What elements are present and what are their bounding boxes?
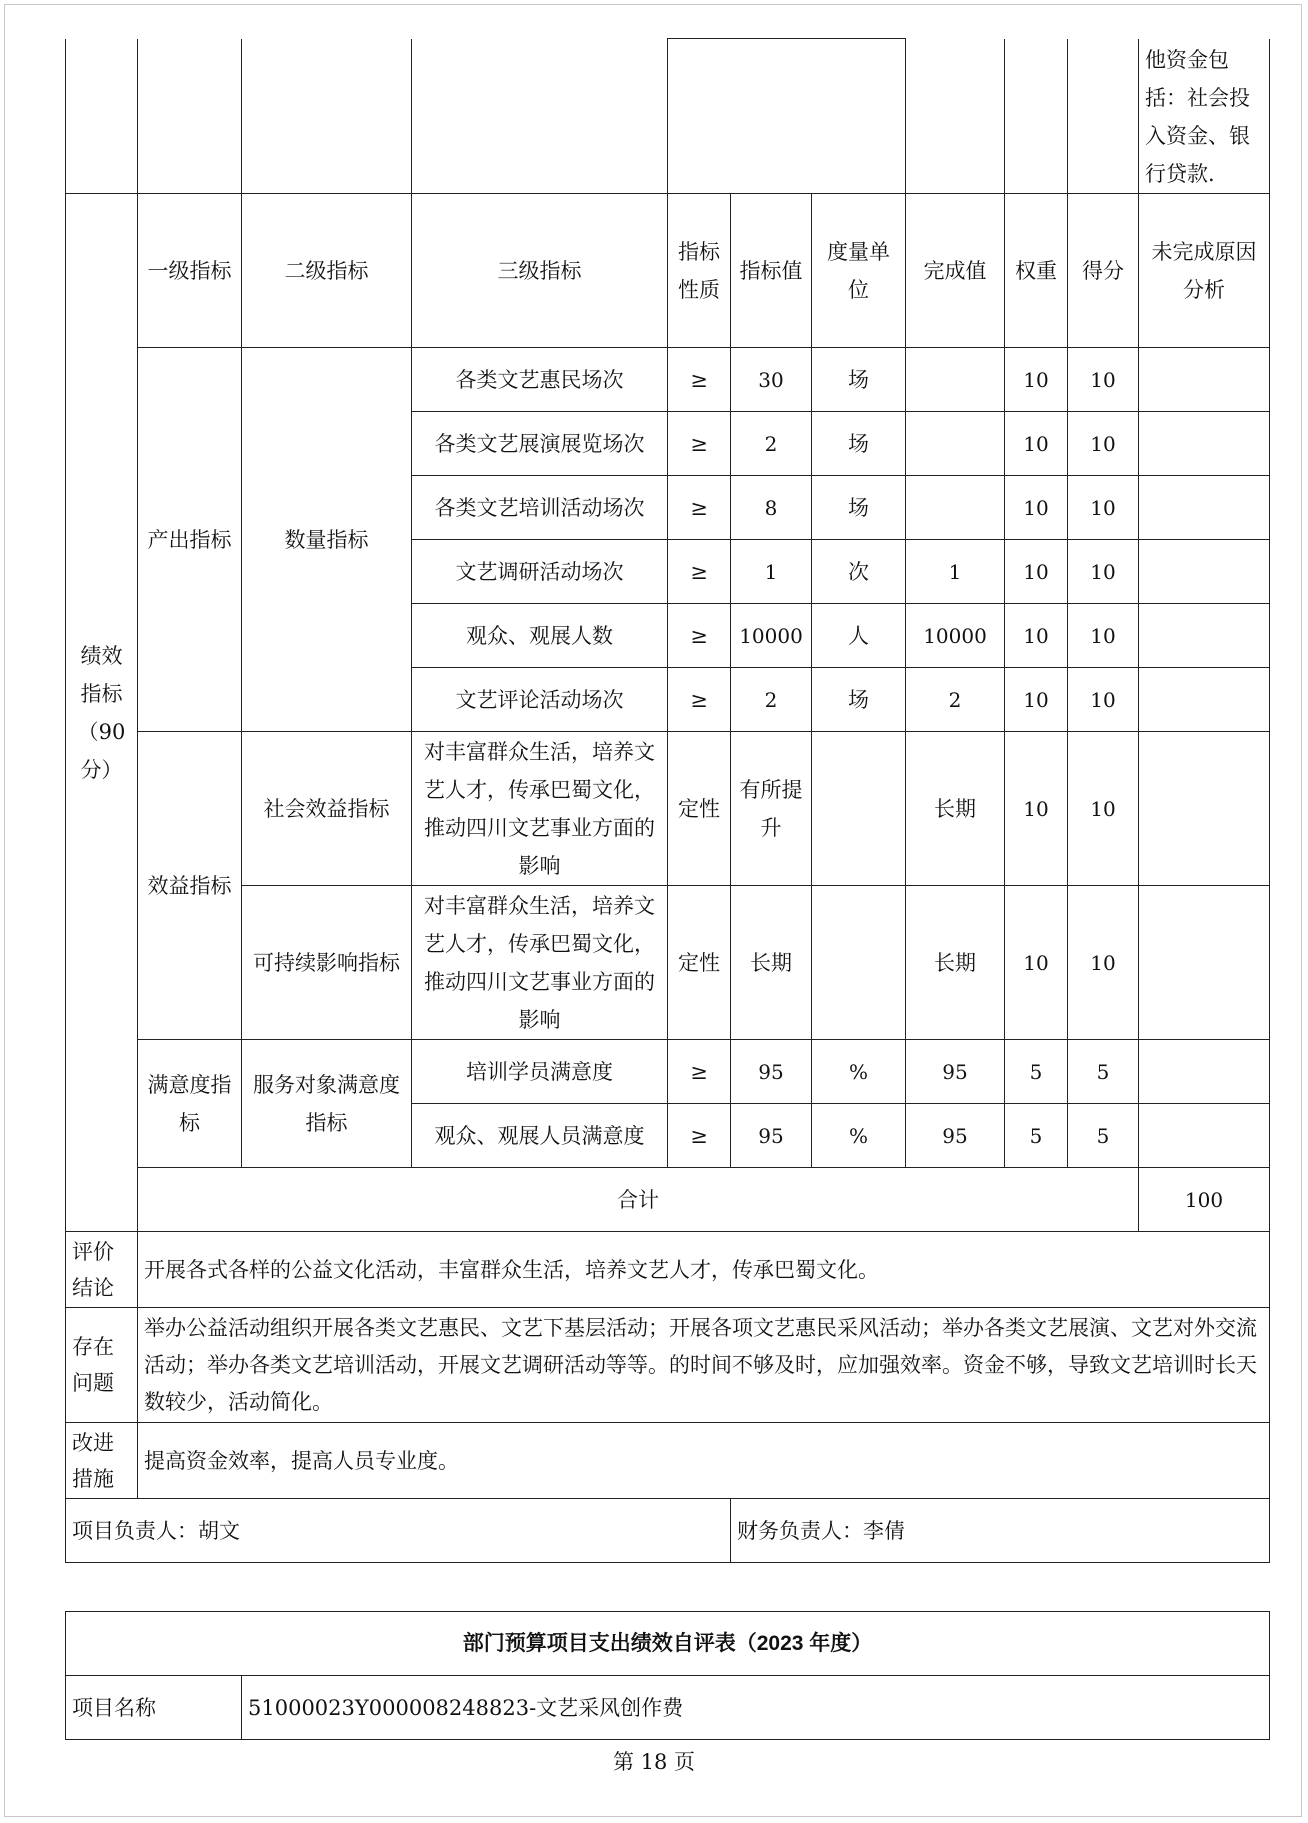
sub-social: 社会效益指标 [242, 732, 412, 886]
improve-text: 提高资金效率，提高人员专业度。 [138, 1423, 1270, 1499]
indicator-value: 95 [731, 1040, 812, 1104]
indicator-done [906, 476, 1005, 540]
group-output: 产出指标 [138, 348, 242, 732]
header-l2: 二级指标 [242, 194, 412, 348]
indicator-unit: 场 [812, 348, 906, 412]
indicator-name: 培训学员满意度 [412, 1040, 668, 1104]
indicator-name: 观众、观展人数 [412, 604, 668, 668]
indicator-unit [812, 732, 906, 886]
indicator-nature: ≥ [668, 1040, 731, 1104]
indicator-weight: 10 [1005, 604, 1068, 668]
indicator-done: 10000 [906, 604, 1005, 668]
indicator-done [906, 348, 1005, 412]
indicator-value: 2 [731, 412, 812, 476]
indicator-name: 对丰富群众生活，培养文艺人才，传承巴蜀文化，推动四川文艺事业方面的影响 [412, 886, 668, 1040]
indicator-weight: 10 [1005, 668, 1068, 732]
indicator-done [906, 412, 1005, 476]
indicator-nature: ≥ [668, 540, 731, 604]
continuation-row [66, 39, 1270, 194]
header-score: 得分 [1068, 194, 1139, 348]
indicator-unit: 场 [812, 476, 906, 540]
indicator-value: 8 [731, 476, 812, 540]
header-reason: 未完成原因分析 [1139, 194, 1270, 348]
indicator-reason [1139, 476, 1270, 540]
indicator-reason [1139, 540, 1270, 604]
header-l1: 一级指标 [138, 194, 242, 348]
total-weight: 100 [1139, 1168, 1270, 1232]
indicator-unit: 次 [812, 540, 906, 604]
sub-quantity: 数量指标 [242, 348, 412, 732]
table-row [66, 886, 1270, 1040]
funding-note: 他资金包括：社会投入资金、银行贷款. [1139, 39, 1270, 194]
performance-table [65, 38, 1270, 1563]
indicator-unit: 人 [812, 604, 906, 668]
next-table-title: 部门预算项目支出绩效自评表（2023 年度） [66, 1612, 1270, 1676]
header-value: 指标值 [731, 194, 812, 348]
indicator-weight: 5 [1005, 1040, 1068, 1104]
indicator-value: 2 [731, 668, 812, 732]
indicator-unit: 场 [812, 412, 906, 476]
signature-row [66, 1499, 1270, 1563]
group-satisfaction: 满意度指标 [138, 1040, 242, 1168]
indicator-nature: ≥ [668, 348, 731, 412]
indicator-done: 长期 [906, 732, 1005, 886]
improve-row [66, 1423, 1270, 1499]
indicator-weight: 10 [1005, 732, 1068, 886]
indicator-value: 95 [731, 1104, 812, 1168]
project-name-value: 51000023Y000008248823-文艺采风创作费 [242, 1676, 1270, 1740]
indicator-nature: 定性 [668, 732, 731, 886]
header-done: 完成值 [906, 194, 1005, 348]
indicator-name: 文艺评论活动场次 [412, 668, 668, 732]
indicator-value: 10000 [731, 604, 812, 668]
indicator-score: 10 [1068, 886, 1139, 1040]
indicator-weight: 10 [1005, 476, 1068, 540]
indicator-name: 各类文艺培训活动场次 [412, 476, 668, 540]
indicator-nature: ≥ [668, 412, 731, 476]
indicator-weight: 10 [1005, 412, 1068, 476]
indicator-done: 2 [906, 668, 1005, 732]
indicator-score: 10 [1068, 540, 1139, 604]
indicator-unit: % [812, 1040, 906, 1104]
indicator-done: 1 [906, 540, 1005, 604]
indicator-value: 30 [731, 348, 812, 412]
indicator-name: 文艺调研活动场次 [412, 540, 668, 604]
total-label: 合计 [138, 1168, 1139, 1232]
indicator-reason [1139, 886, 1270, 1040]
table-row [66, 732, 1270, 886]
indicator-value: 长期 [731, 886, 812, 1040]
indicator-weight: 10 [1005, 540, 1068, 604]
indicator-done: 长期 [906, 886, 1005, 1040]
indicator-score: 10 [1068, 668, 1139, 732]
table-row [66, 1040, 1270, 1104]
sub-service: 服务对象满意度指标 [242, 1040, 412, 1168]
project-name-label: 项目名称 [66, 1676, 242, 1740]
header-nature: 指标性质 [668, 194, 731, 348]
header-unit: 度量单位 [812, 194, 906, 348]
total-row [66, 1168, 1270, 1232]
indicator-nature: ≥ [668, 476, 731, 540]
indicator-reason [1139, 412, 1270, 476]
group-benefit: 效益指标 [138, 732, 242, 1040]
header-weight: 权重 [1005, 194, 1068, 348]
finance-lead: 财务负责人：李倩 [731, 1499, 1270, 1563]
indicator-done: 95 [906, 1040, 1005, 1104]
sub-sustain: 可持续影响指标 [242, 886, 412, 1040]
evaluation-row [66, 1232, 1270, 1308]
next-table [65, 1611, 1270, 1740]
indicator-unit [812, 886, 906, 1040]
indicator-score: 10 [1068, 476, 1139, 540]
evaluation-text: 开展各式各样的公益文化活动，丰富群众生活，培养文艺人才，传承巴蜀文化。 [138, 1232, 1270, 1308]
indicator-nature: 定性 [668, 886, 731, 1040]
indicator-name: 对丰富群众生活，培养文艺人才，传承巴蜀文化，推动四川文艺事业方面的影响 [412, 732, 668, 886]
indicator-score: 10 [1068, 604, 1139, 668]
evaluation-label: 评价结论 [66, 1232, 138, 1308]
indicator-reason [1139, 604, 1270, 668]
indicator-nature: ≥ [668, 604, 731, 668]
indicator-unit: 场 [812, 668, 906, 732]
page-number: 第 18 页 [612, 1750, 696, 1774]
header-row [66, 194, 1270, 348]
project-lead: 项目负责人：胡文 [66, 1499, 731, 1563]
indicator-reason [1139, 348, 1270, 412]
indicator-reason [1139, 732, 1270, 886]
indicator-score: 5 [1068, 1104, 1139, 1168]
problems-label: 存在问题 [66, 1308, 138, 1423]
indicator-weight: 10 [1005, 886, 1068, 1040]
indicator-unit: % [812, 1104, 906, 1168]
indicator-reason [1139, 1040, 1270, 1104]
problems-row [66, 1308, 1270, 1423]
header-l3: 三级指标 [412, 194, 668, 348]
indicator-name: 各类文艺展演展览场次 [412, 412, 668, 476]
indicator-score: 5 [1068, 1040, 1139, 1104]
table-row [66, 348, 1270, 412]
indicator-score: 10 [1068, 348, 1139, 412]
improve-label: 改进措施 [66, 1423, 138, 1499]
indicator-weight: 10 [1005, 348, 1068, 412]
indicator-score: 10 [1068, 732, 1139, 886]
problems-text: 举办公益活动组织开展各类文艺惠民、文艺下基层活动；开展各项文艺惠民采风活动；举办各类文艺展演、文艺对外交流活动；举办各类文艺培训活动，开展文艺调研活动等等。的时间不够及时，应加强效率。资金不够，导致文艺培训时长天数较少，活动简化。 [138, 1308, 1270, 1423]
perf-label: 绩效指标（90分） [66, 194, 138, 1232]
indicator-nature: ≥ [668, 668, 731, 732]
indicator-reason [1139, 668, 1270, 732]
indicator-nature: ≥ [668, 1104, 731, 1168]
indicator-done: 95 [906, 1104, 1005, 1168]
indicator-score: 10 [1068, 412, 1139, 476]
indicator-value: 有所提升 [731, 732, 812, 886]
indicator-value: 1 [731, 540, 812, 604]
indicator-reason [1139, 1104, 1270, 1168]
indicator-name: 各类文艺惠民场次 [412, 348, 668, 412]
indicator-name: 观众、观展人员满意度 [412, 1104, 668, 1168]
indicator-weight: 5 [1005, 1104, 1068, 1168]
